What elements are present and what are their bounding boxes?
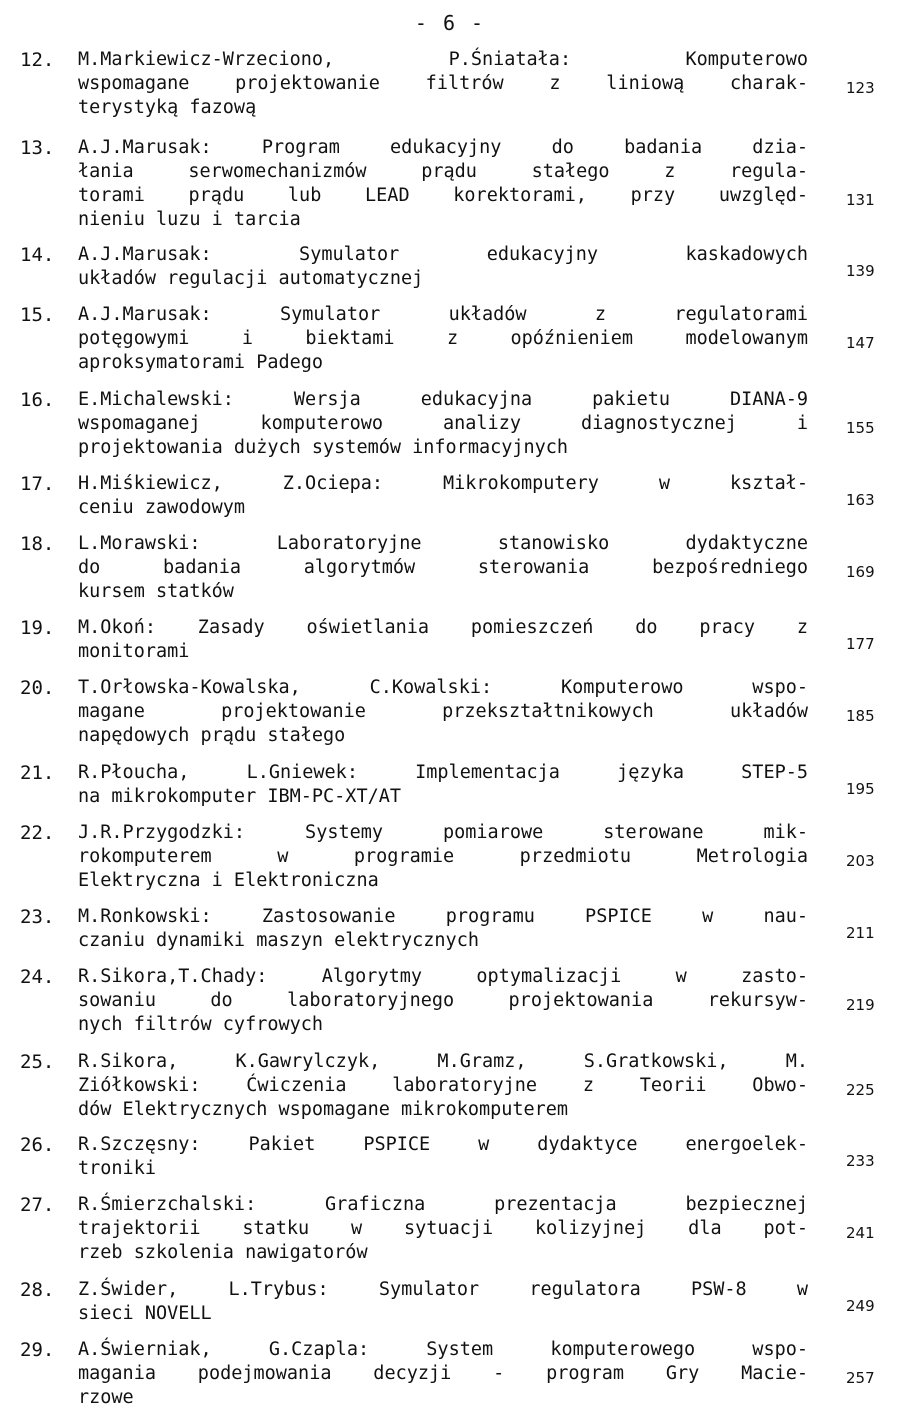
toc-entry-title-line: projektowania dużych systemów informacyjnych: [78, 437, 569, 458]
toc-entry-title-line: Elektryczna i Elektroniczna: [78, 870, 379, 891]
toc-entry-title-line: kursem statków: [78, 581, 234, 602]
toc-entry: [0, 1050, 900, 1122]
toc-entry-title: [78, 136, 808, 232]
toc-entry-number: 14.: [20, 244, 55, 266]
toc-entry-page-number: 177: [846, 635, 875, 653]
toc-entry-title-line: troniki: [78, 1158, 156, 1179]
toc-entry-title-line: aproksymatorami Padego: [78, 352, 324, 373]
toc-entry: [0, 243, 900, 291]
toc-entry-page-number: 211: [846, 924, 875, 942]
toc-entry-title: [78, 965, 808, 1037]
toc-entry-page-number: 163: [846, 491, 875, 509]
toc-entry: [0, 136, 900, 232]
toc-entry-title: [78, 1050, 808, 1122]
toc-entry-number: 22.: [20, 822, 55, 844]
toc-entry-title-line: M.Okoń: Zasady oświetlania pomieszczeń do pracy z: [78, 617, 808, 638]
toc-entry-title-line: M.Markiewicz-Wrzeciono, P.Śniatała: Komputerowo: [78, 49, 808, 70]
toc-entry-title: [78, 821, 808, 893]
toc-entry: [0, 1193, 900, 1265]
toc-entry-title-line: M.Ronkowski: Zastosowanie programu PSPICE w nau-: [78, 906, 808, 927]
toc-entry-title: [78, 905, 808, 953]
toc-entry-title: [78, 472, 808, 520]
toc-entry-title-line: magania podejmowania decyzji - program Gry Macie-: [78, 1363, 808, 1384]
toc-entry-page-number: 203: [846, 852, 875, 870]
toc-entry-title-line: układów regulacji automatycznej: [78, 268, 424, 289]
toc-entry-title: [78, 243, 808, 291]
toc-entry-page-number: 155: [846, 419, 875, 437]
toc-entry-title: [78, 532, 808, 604]
toc-entry-page-number: 131: [846, 191, 875, 209]
toc-entry-title: [78, 48, 808, 120]
toc-entry-title-line: ceniu zawodowym: [78, 497, 246, 518]
toc-entry: [0, 965, 900, 1037]
toc-entry-page-number: 169: [846, 563, 875, 581]
toc-entry: [0, 821, 900, 893]
toc-entry-title-line: sieci NOVELL: [78, 1303, 212, 1324]
toc-entry-page-number: 233: [846, 1152, 875, 1170]
toc-entry-title-line: nieniu luzu i tarcia: [78, 209, 301, 230]
toc-entry-number: 27.: [20, 1194, 55, 1216]
toc-entry-title: [78, 676, 808, 748]
toc-entry-title-line: H.Miśkiewicz, Z.Ociepa: Mikrokomputery w kształ-: [78, 473, 808, 494]
toc-entry: [0, 676, 900, 748]
page-number: - 6 -: [414, 11, 486, 35]
toc-entry-title-line: Ziółkowski: Ćwiczenia laboratoryjne z Teorii Obwo-: [78, 1075, 808, 1096]
toc-entry-title: [78, 616, 808, 664]
toc-entry-title-line: R.Śmierzchalski: Graficzna prezentacja bezpiecznej: [78, 1194, 808, 1215]
toc-entry-number: 16.: [20, 389, 55, 411]
toc-entry-number: 19.: [20, 617, 55, 639]
toc-entry-title-line: E.Michalewski: Wersja edukacyjna pakietu DIANA-9: [78, 389, 808, 410]
toc-entry-title-line: T.Orłowska-Kowalska, C.Kowalski: Komputerowo wspo-: [78, 677, 808, 698]
toc-entry-title-line: łania serwomechanizmów prądu stałego z regula-: [78, 161, 808, 182]
toc-entry-number: 21.: [20, 762, 55, 784]
toc-entry-title-line: potęgowymi i biektami z opóźnieniem modelowanym: [78, 328, 808, 349]
toc-entry-title-line: A.J.Marusak: Program edukacyjny do badania dzia-: [78, 137, 808, 158]
toc-entry-title: [78, 1338, 808, 1410]
toc-entry-title: [78, 303, 808, 375]
toc-entry-page-number: 225: [846, 1081, 875, 1099]
toc-entry-title-line: sowaniu do laboratoryjnego projektowania rekursyw-: [78, 990, 808, 1011]
toc-entry: [0, 48, 900, 120]
toc-entry-title-line: czaniu dynamiki maszyn elektrycznych: [78, 930, 479, 951]
toc-entry-title-line: nych filtrów cyfrowych: [78, 1014, 324, 1035]
toc-entry-title-line: A.J.Marusak: Symulator edukacyjny kaskadowych: [78, 244, 808, 265]
toc-entry-title-line: rzowe: [78, 1387, 134, 1408]
toc-entry-number: 25.: [20, 1051, 55, 1073]
toc-entry-title: [78, 1193, 808, 1265]
toc-entry-title-line: rokomputerem w programie przedmiotu Metrologia: [78, 846, 808, 867]
toc-entry-number: 12.: [20, 49, 55, 71]
toc-entry-page-number: 147: [846, 334, 875, 352]
toc-entry-number: 20.: [20, 677, 55, 699]
toc-entry-number: 23.: [20, 906, 55, 928]
toc-entry-page-number: 241: [846, 1224, 875, 1242]
toc-entry-number: 28.: [20, 1279, 55, 1301]
toc-entry-title: [78, 1133, 808, 1181]
toc-entry-number: 29.: [20, 1339, 55, 1361]
toc-entry: [0, 761, 900, 809]
toc-entry: [0, 388, 900, 460]
toc-entry: [0, 532, 900, 604]
toc-entry-title-line: napędowych prądu stałego: [78, 725, 346, 746]
toc-entry-title-line: L.Morawski: Laboratoryjne stanowisko dydaktyczne: [78, 533, 808, 554]
toc-entry-number: 13.: [20, 137, 55, 159]
toc-entry-title: [78, 761, 808, 809]
toc-entry-page-number: 219: [846, 996, 875, 1014]
toc-entry-title-line: R.Sikora, K.Gawrylczyk, M.Gramz, S.Gratkowski, M.: [78, 1051, 808, 1072]
toc-entry-title-line: rzeb szkolenia nawigatorów: [78, 1242, 368, 1263]
toc-entry-title-line: R.Szczęsny: Pakiet PSPICE w dydaktyce energoelek-: [78, 1134, 808, 1155]
toc-entry-page-number: 257: [846, 1369, 875, 1387]
toc-entry: [0, 1338, 900, 1410]
toc-entry-title-line: wspomagane projektowanie filtrów z liniową charak-: [78, 73, 808, 94]
toc-entry-title-line: torami prądu lub LEAD korektorami, przy uwzględ-: [78, 185, 808, 206]
toc-entry-number: 17.: [20, 473, 55, 495]
toc-entry-page-number: 249: [846, 1297, 875, 1315]
toc-entry-title: [78, 1278, 808, 1326]
toc-entry-page-number: 195: [846, 780, 875, 798]
toc-entry: [0, 616, 900, 664]
toc-entry-page-number: 139: [846, 262, 875, 280]
toc-entry-page-number: 123: [846, 79, 875, 97]
toc-entry-title-line: J.R.Przygodzki: Systemy pomiarowe sterowane mik-: [78, 822, 808, 843]
toc-entry: [0, 472, 900, 520]
toc-entry-page-number: 185: [846, 707, 875, 725]
toc-entry-title-line: trajektorii statku w sytuacji kolizyjnej dla pot-: [78, 1218, 808, 1239]
toc-entry-title-line: A.Świerniak, G.Czapla: System komputerowego wspo-: [78, 1339, 808, 1360]
toc-entry-title: [78, 388, 808, 460]
toc-entry-number: 26.: [20, 1134, 55, 1156]
toc-entry: [0, 1133, 900, 1181]
toc-entry-title-line: R.Płoucha, L.Gniewek: Implementacja języka STEP-5: [78, 762, 808, 783]
toc-entry-title-line: dów Elektrycznych wspomagane mikrokomputerem: [78, 1099, 569, 1120]
toc-entry: [0, 1278, 900, 1326]
toc-entry-title-line: wspomaganej komputerowo analizy diagnostycznej i: [78, 413, 808, 434]
toc-entry: [0, 905, 900, 953]
toc-entry-title-line: na mikrokomputer IBM-PC-XT/AT: [78, 786, 402, 807]
toc-entry-number: 24.: [20, 966, 55, 988]
toc-entry-title-line: terystyką fazową: [78, 97, 257, 118]
toc-entry-title-line: monitorami: [78, 641, 190, 662]
toc-entry-title-line: do badania algorytmów sterowania bezpośredniego: [78, 557, 808, 578]
toc-entry: [0, 303, 900, 375]
toc-entry-title-line: A.J.Marusak: Symulator układów z regulatorami: [78, 304, 808, 325]
toc-entry-title-line: R.Sikora,T.Chady: Algorytmy optymalizacji w zasto-: [78, 966, 808, 987]
toc-entry-title-line: Z.Świder, L.Trybus: Symulator regulatora PSW-8 w: [78, 1279, 808, 1300]
toc-entry-number: 15.: [20, 304, 55, 326]
toc-entry-number: 18.: [20, 533, 55, 555]
toc-entry-title-line: magane projektowanie przekształtnikowych układów: [78, 701, 808, 722]
